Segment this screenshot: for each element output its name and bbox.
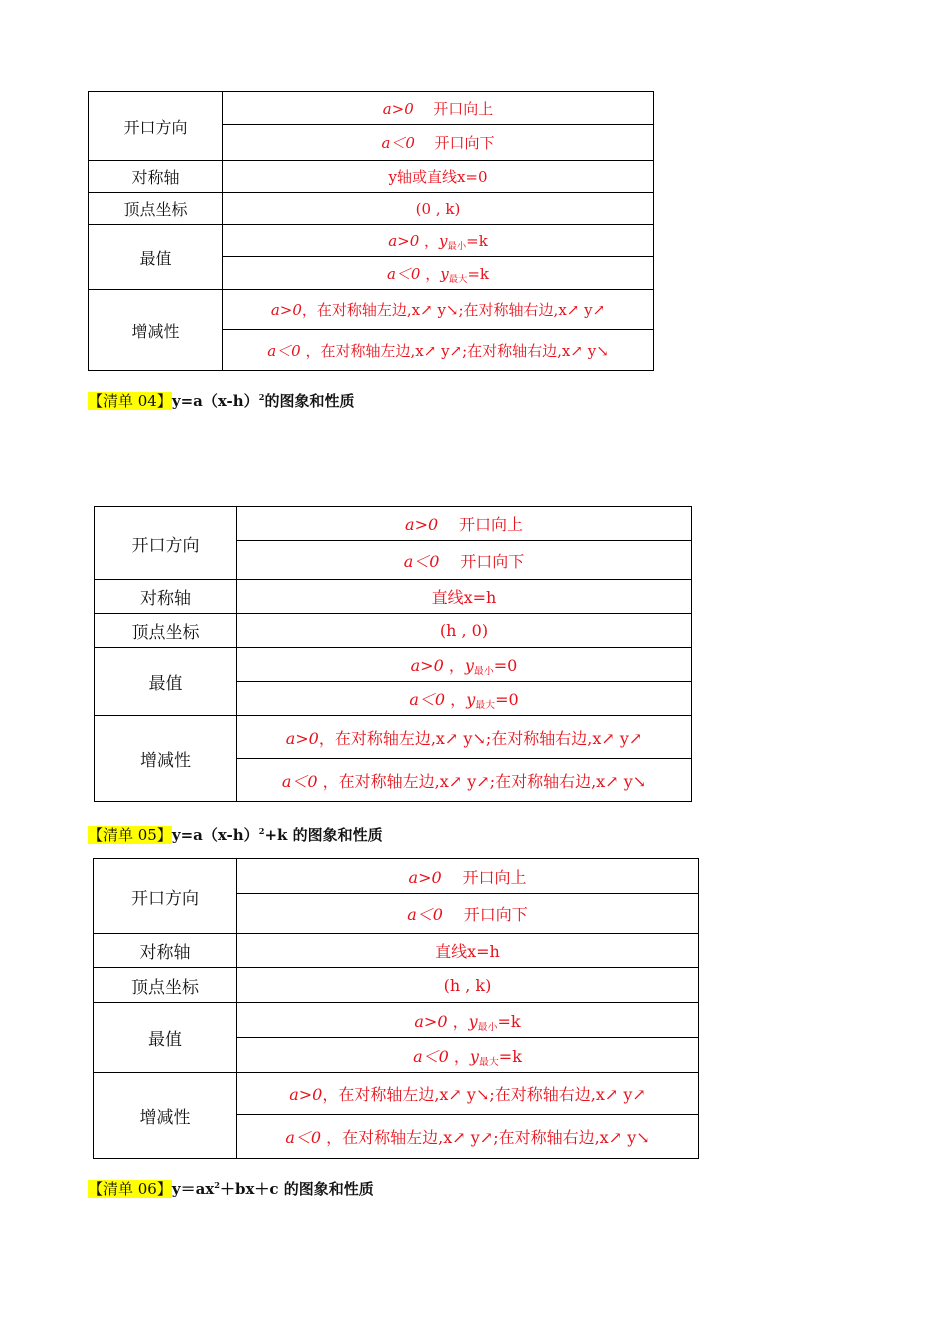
section-tag: 【清单 05】 [88,826,172,844]
axis-value: y轴或直线x=0 [223,161,654,193]
max-value-cell: a＜0 ，$y_{最大}=k$ [223,257,654,290]
monotonic-pos-cell: a>0，在对称轴左边,x↗ y↘;在对称轴右边,x↗ y↗ [237,1073,699,1115]
label-monotonic: 增减性 [89,290,223,371]
opening-down-cell: a＜0 开口向下 [237,894,699,934]
label-axis: 对称轴 [89,161,223,193]
label-extremum: 最值 [89,225,223,290]
label-opening: 开口方向 [94,859,237,934]
label-vertex: 顶点坐标 [94,968,237,1003]
label-axis: 对称轴 [94,934,237,968]
label-opening: 开口方向 [89,92,223,161]
axis-value: 直线x=h [237,580,692,614]
opening-down-cell: a＜0 开口向下 [237,541,692,580]
section-tag: 【清单 04】 [88,392,172,410]
vertex-value: (h , 0) [237,614,692,648]
label-monotonic: 增减性 [95,716,237,802]
label-extremum: 最值 [95,648,237,716]
label-axis: 对称轴 [95,580,237,614]
label-monotonic: 增减性 [94,1073,237,1159]
monotonic-pos-cell: a>0，在对称轴左边,x↗ y↘;在对称轴右边,x↗ y↗ [237,716,692,759]
label-opening: 开口方向 [95,507,237,580]
axis-value: 直线x=h [237,934,699,968]
monotonic-neg-cell: a＜0 ，在对称轴左边,x↗ y↗;在对称轴右边,x↗ y↘ [223,330,654,371]
vertex-value: (h , k) [237,968,699,1003]
opening-down-cell: a＜0 开口向下 [223,125,654,161]
label-vertex: 顶点坐标 [95,614,237,648]
properties-table-3 [93,858,699,1159]
section-heading-05: 【清单 05】$y=a(x-h)^2+k$ 的图象和性质 [88,826,383,844]
properties-table-2 [94,506,692,802]
vertex-value: (0 , k) [223,193,654,225]
max-value-cell: a＜0 ，$y_{最大}=0$ [237,682,692,716]
opening-up-cell: a>0 开口向上 [237,507,692,541]
section-heading-06: 【清单 06】$y=ax^2+bx+c$ 的图象和性质 [88,1180,374,1198]
label-vertex: 顶点坐标 [89,193,223,225]
section-heading-04: 【清单 04】$y=a(x-h)^2$的图象和性质 [88,392,355,410]
properties-table-1 [88,91,654,371]
min-value-cell: a>0 ，$y_{最小}=0$ [237,648,692,682]
section-tag: 【清单 06】 [88,1180,172,1198]
opening-up-cell: a>0 开口向上 [237,859,699,894]
label-extremum: 最值 [94,1003,237,1073]
opening-up-cell: a>0 开口向上 [223,92,654,125]
monotonic-neg-cell: a＜0 ，在对称轴左边,x↗ y↗;在对称轴右边,x↗ y↘ [237,1115,699,1159]
min-value-cell: a>0 ，$y_{最小}=k$ [237,1003,699,1038]
monotonic-pos-cell: a>0，在对称轴左边,x↗ y↘;在对称轴右边,x↗ y↗ [223,290,654,330]
max-value-cell: a＜0 ，$y_{最大}=k$ [237,1038,699,1073]
min-value-cell: a>0 ，$y_{最小}=k$ [223,225,654,257]
monotonic-neg-cell: a＜0 ，在对称轴左边,x↗ y↗;在对称轴右边,x↗ y↘ [237,759,692,802]
